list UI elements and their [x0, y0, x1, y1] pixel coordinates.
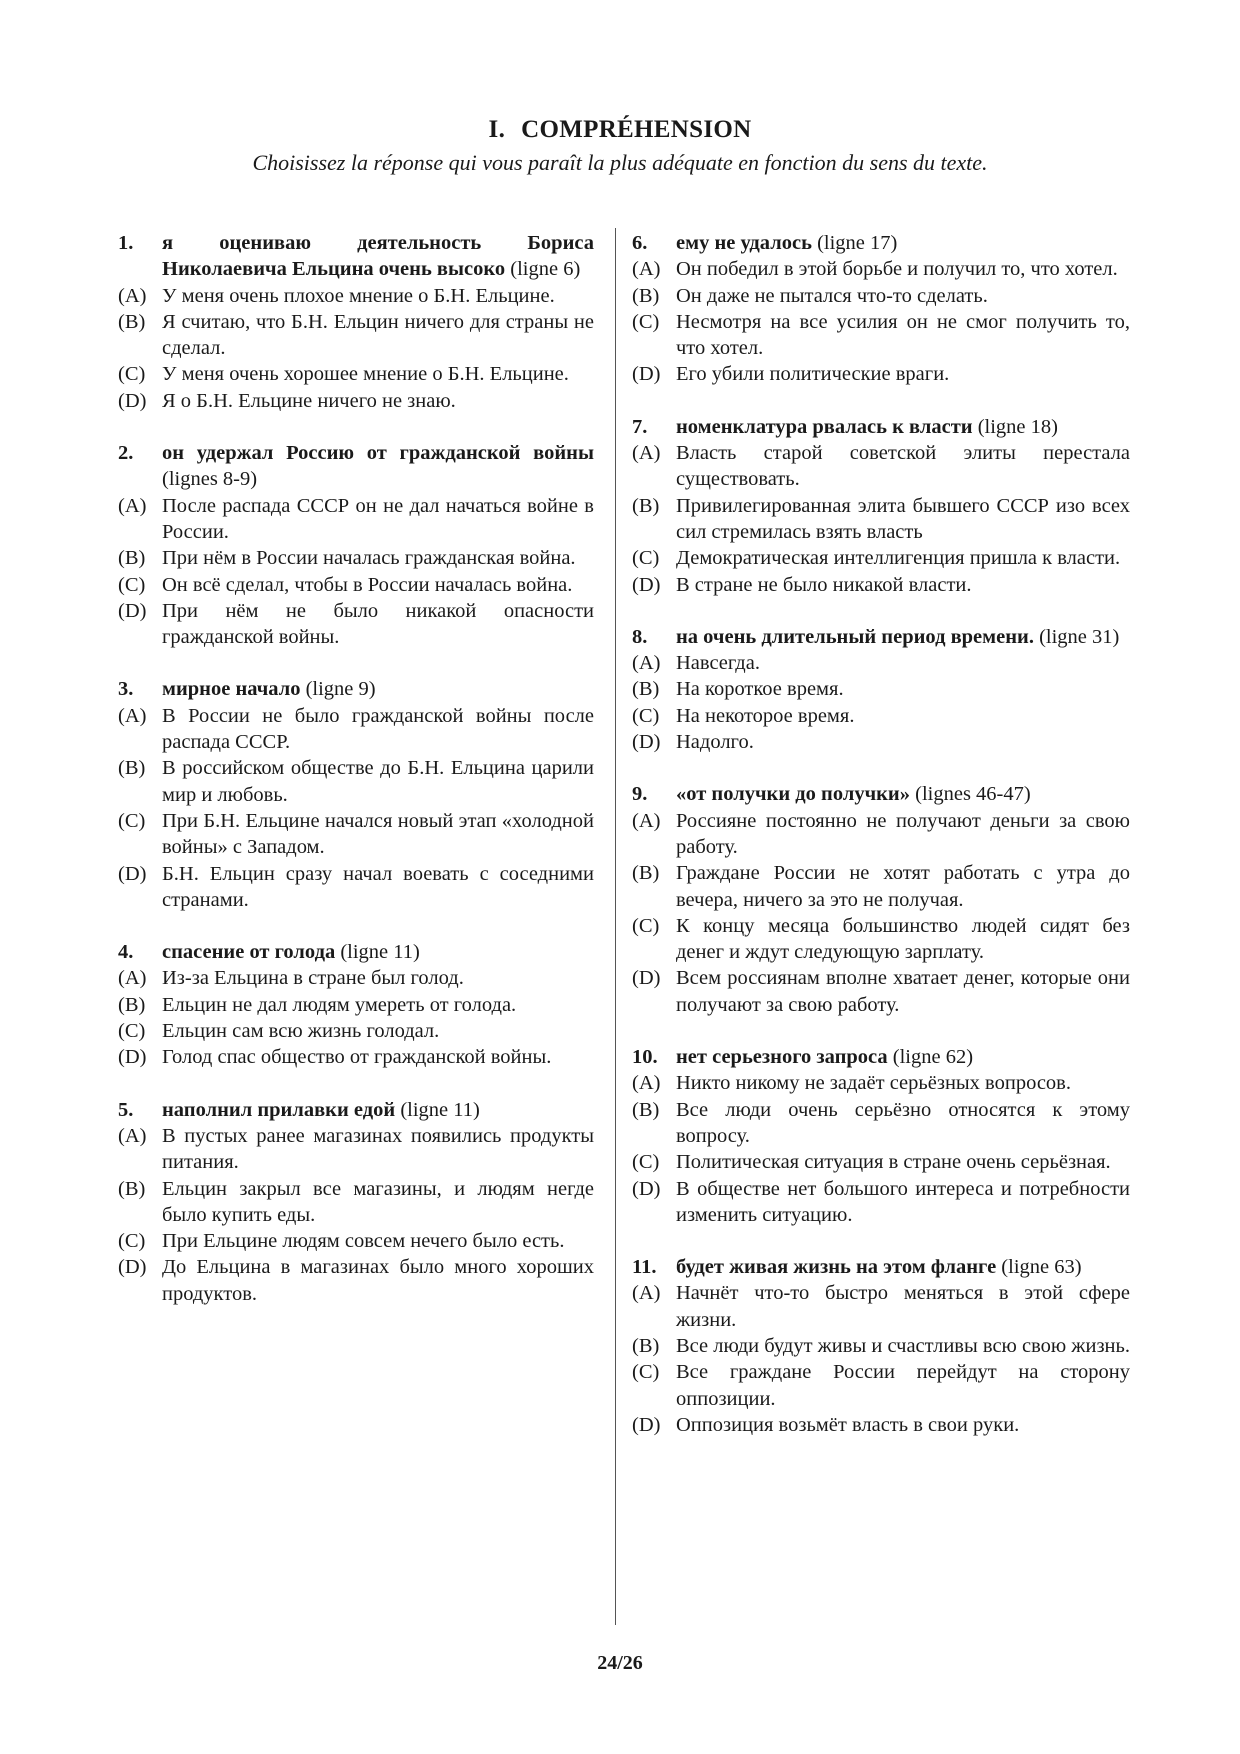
option-text: Голод спас общество от гражданской войны. — [162, 1046, 552, 1069]
option-letter: (A) — [118, 1124, 147, 1147]
option-text: Я о Б.Н. Ельцине ничего не знаю. — [162, 389, 456, 412]
section-header — [0, 116, 1240, 176]
answer-option — [632, 256, 1130, 282]
answer-option — [118, 598, 594, 651]
answer-option — [632, 1176, 1130, 1229]
answer-option — [632, 1070, 1130, 1096]
answer-option — [118, 572, 594, 598]
option-letter: (C) — [632, 547, 660, 570]
question-number: 5. — [118, 1098, 134, 1121]
question-stem — [632, 1044, 1130, 1070]
option-letter: (B) — [118, 993, 146, 1016]
question-phrase: будет живая жизнь на этом фланге — [676, 1256, 997, 1279]
option-letter: (C) — [632, 704, 660, 727]
option-text: Ельцин не дал людям умереть от голода. — [162, 993, 517, 1016]
line-reference: (ligne 6) — [510, 258, 581, 281]
line-reference: (ligne 11) — [340, 941, 420, 964]
option-text: Я считаю, что Б.Н. Ельцин ничего для страны не сделал. — [162, 310, 594, 360]
answer-option — [118, 1228, 594, 1254]
option-letter: (A) — [632, 1282, 661, 1305]
left-column — [118, 230, 594, 1333]
answer-option — [118, 703, 594, 756]
option-text: Оппозиция возьмёт власть в свои руки. — [676, 1413, 1020, 1436]
question-phrase: наполнил прилавки едой — [162, 1098, 396, 1121]
option-text: При Б.Н. Ельцине начался новый этап «холодной войны» с Западом. — [162, 809, 594, 859]
line-reference: (ligne 31) — [1039, 625, 1120, 648]
question-stem — [118, 1097, 594, 1123]
instruction-text: Choisissez la réponse qui vous paraît la plus adéquate en fonction du sens du texte. — [252, 150, 988, 175]
option-text: Несмотря на все усилия он не смог получить то, что хотел. — [676, 310, 1130, 360]
answer-option — [632, 1412, 1130, 1438]
option-text: Его убили политические враги. — [676, 363, 950, 386]
question-stem — [118, 440, 594, 493]
option-text: Навсегда. — [676, 652, 760, 675]
answer-option — [118, 545, 594, 571]
answer-option — [632, 965, 1130, 1018]
answer-option — [632, 440, 1130, 493]
line-reference: (ligne 63) — [1001, 1256, 1082, 1279]
answer-option — [118, 755, 594, 808]
question-1 — [118, 230, 594, 414]
answer-option — [632, 808, 1130, 861]
option-letter: (A) — [632, 652, 661, 675]
option-letter: (A) — [118, 284, 147, 307]
option-letter: (D) — [118, 1256, 147, 1279]
option-text: Из-за Ельцина в стране был голод. — [162, 967, 464, 990]
option-letter: (B) — [632, 284, 660, 307]
answer-option — [632, 493, 1130, 546]
option-text: Все граждане России перейдут на сторону оппозиции. — [676, 1361, 1130, 1410]
option-text: При Ельцине людям совсем нечего было есть. — [162, 1230, 565, 1253]
option-letter: (D) — [118, 862, 147, 885]
question-stem — [632, 230, 1130, 256]
right-column — [632, 230, 1130, 1464]
section-title-text: COMPRÉHENSION — [521, 116, 752, 143]
line-reference: (lignes 8-9) — [162, 468, 258, 491]
option-text: Он победил в этой борьбе и получил то, что хотел. — [676, 258, 1118, 281]
question-phrase: нет серьезного запроса — [676, 1046, 888, 1069]
option-letter: (A) — [632, 1072, 661, 1095]
question-number: 10. — [632, 1046, 658, 1069]
question-stem — [632, 1254, 1130, 1280]
option-letter: (B) — [118, 547, 146, 570]
option-text: Он даже не пытался что-то сделать. — [676, 284, 988, 307]
option-text: Граждане России не хотят работать с утра до вечера, ничего за это не получая. — [676, 862, 1130, 911]
question-stem — [632, 624, 1130, 650]
option-text: Россияне постоянно не получают деньги за свою работу. — [676, 809, 1130, 858]
option-letter: (A) — [632, 258, 661, 281]
question-phrase: мирное начало — [162, 678, 301, 701]
option-letter: (D) — [632, 363, 661, 386]
option-letter: (C) — [118, 363, 146, 386]
question-phrase: «от получки до получки» — [676, 783, 910, 806]
question-9 — [632, 781, 1130, 1018]
question-number: 6. — [632, 232, 648, 254]
option-text: При нём в России началась гражданская война. — [162, 547, 576, 570]
option-text: У меня очень хорошее мнение о Б.Н. Ельцине. — [162, 363, 569, 386]
answer-option — [118, 1018, 594, 1044]
option-text: На короткое время. — [676, 678, 844, 701]
answer-option — [632, 545, 1130, 571]
answer-option — [118, 808, 594, 861]
question-number: 4. — [118, 941, 134, 964]
section-title — [0, 116, 1240, 144]
answer-option — [632, 676, 1130, 702]
option-text: На некоторое время. — [676, 704, 855, 727]
option-letter: (C) — [632, 1151, 660, 1174]
option-letter: (A) — [118, 704, 147, 727]
answer-option — [118, 1123, 594, 1176]
option-letter: (A) — [118, 494, 147, 517]
option-text: У меня очень плохое мнение о Б.Н. Ельцине. — [162, 284, 555, 307]
option-text: Надолго. — [676, 731, 754, 754]
option-letter: (B) — [632, 678, 660, 701]
option-text: Демократическая интеллигенция пришла к власти. — [676, 547, 1121, 570]
option-text: После распада СССР он не дал начаться войне в России. — [162, 494, 594, 543]
option-text: Начнёт что-то быстро меняться в этой сфере жизни. — [676, 1282, 1130, 1331]
answer-option — [118, 388, 594, 414]
answer-option — [632, 1333, 1130, 1359]
question-number: 11. — [632, 1256, 657, 1279]
question-stem — [118, 676, 594, 702]
option-letter: (A) — [118, 967, 147, 990]
section-number: I. — [488, 116, 506, 143]
option-letter: (B) — [632, 494, 660, 517]
line-reference: (lignes 46-47) — [915, 783, 1031, 806]
answer-option — [118, 1044, 594, 1070]
answer-option — [632, 650, 1130, 676]
option-letter: (C) — [118, 573, 146, 596]
question-4 — [118, 939, 594, 1070]
option-letter: (C) — [632, 914, 660, 937]
option-letter: (D) — [118, 599, 147, 622]
answer-option — [118, 861, 594, 914]
option-letter: (D) — [632, 1413, 661, 1436]
option-letter: (D) — [118, 1046, 147, 1069]
answer-option — [632, 1097, 1130, 1150]
option-letter: (C) — [118, 1020, 146, 1043]
option-text: Всем россиянам вполне хватает денег, которые они получают за свою работу. — [676, 967, 1130, 1016]
question-7 — [632, 414, 1130, 598]
option-text: В обществе нет большого интереса и потребности изменить ситуацию. — [676, 1177, 1130, 1226]
option-text: До Ельцина в магазинах было много хороших продуктов. — [162, 1256, 594, 1305]
question-6 — [632, 230, 1130, 388]
option-text: Никто никому не задаёт серьёзных вопросов. — [676, 1072, 1071, 1095]
question-10 — [632, 1044, 1130, 1228]
option-letter: (A) — [632, 809, 661, 832]
question-number: 7. — [632, 415, 648, 438]
line-reference: (ligne 11) — [400, 1098, 480, 1121]
option-letter: (B) — [632, 1334, 660, 1357]
option-letter: (B) — [632, 862, 660, 885]
option-text: Все люди очень серьёзно относятся к этому вопросу. — [676, 1098, 1130, 1147]
option-letter: (C) — [632, 310, 660, 333]
question-stem — [118, 230, 594, 283]
option-letter: (D) — [118, 389, 147, 412]
question-stem — [118, 939, 594, 965]
question-stem — [632, 414, 1130, 440]
answer-option — [118, 1176, 594, 1229]
option-letter: (D) — [632, 1177, 661, 1200]
answer-option — [118, 965, 594, 991]
option-text: Политическая ситуация в стране очень серьёзная. — [676, 1151, 1111, 1174]
option-text: В России не было гражданской войны после распада СССР. — [162, 704, 594, 754]
option-letter: (B) — [118, 1177, 146, 1200]
question-phrase: спасение от голода — [162, 941, 336, 964]
line-reference: (ligne 18) — [977, 415, 1058, 438]
option-letter: (D) — [632, 573, 661, 596]
question-phrase: я оцениваю деятельность Бориса Николаевича Ельцина очень высоко — [162, 232, 594, 281]
option-letter: (D) — [632, 967, 661, 990]
option-letter: (C) — [632, 1361, 660, 1384]
page-number: 24/26 — [597, 1652, 643, 1674]
question-11 — [632, 1254, 1130, 1438]
answer-option — [632, 572, 1130, 598]
answer-option — [632, 361, 1130, 387]
line-reference: (ligne 17) — [817, 232, 898, 254]
question-2 — [118, 440, 594, 650]
option-letter: (B) — [118, 310, 146, 333]
answer-option — [632, 1359, 1130, 1412]
column-divider — [615, 228, 616, 1625]
answer-option — [632, 1149, 1130, 1175]
option-letter: (C) — [118, 1230, 146, 1253]
answer-option — [118, 493, 594, 546]
option-text: В российском обществе до Б.Н. Ельцина царили мир и любовь. — [162, 757, 594, 806]
option-text: В стране не было никакой власти. — [676, 573, 972, 596]
option-letter: (C) — [118, 809, 146, 832]
answer-option — [632, 860, 1130, 913]
option-text: К концу месяца большинство людей сидят без денег и ждут следующую зарплату. — [676, 914, 1130, 964]
answer-option — [632, 703, 1130, 729]
question-phrase: на очень длительный период времени. — [676, 625, 1034, 648]
answer-option — [118, 992, 594, 1018]
answer-option — [118, 283, 594, 309]
option-text: При нём не было никакой опасности гражданской войны. — [162, 599, 594, 649]
answer-option — [632, 729, 1130, 755]
line-reference: (ligne 62) — [892, 1046, 974, 1069]
question-5 — [118, 1097, 594, 1307]
option-text: Он всё сделал, чтобы в России началась война. — [162, 573, 573, 596]
question-phrase: он удержал Россию от гражданской войны — [162, 442, 594, 465]
option-letter: (A) — [632, 442, 661, 465]
option-text: Ельцин закрыл все магазины, и людям негде было купить еды. — [162, 1177, 594, 1226]
question-number: 8. — [632, 625, 648, 648]
question-stem — [632, 781, 1130, 807]
option-text: Все люди будут живы и счастливы всю свою жизнь. — [676, 1334, 1130, 1357]
option-text: Б.Н. Ельцин сразу начал воевать с соседними странами. — [162, 862, 594, 911]
question-3 — [118, 676, 594, 913]
question-phrase: ему не удалось — [676, 232, 812, 254]
question-8 — [632, 624, 1130, 755]
question-number: 2. — [118, 442, 134, 465]
question-number: 3. — [118, 678, 134, 701]
option-letter: (B) — [632, 1098, 660, 1121]
line-reference: (ligne 9) — [305, 678, 376, 701]
answer-option — [632, 1280, 1130, 1333]
answer-option — [118, 361, 594, 387]
answer-option — [632, 309, 1130, 362]
question-number: 9. — [632, 783, 648, 806]
answer-option — [632, 283, 1130, 309]
answer-option — [632, 913, 1130, 966]
option-text: Ельцин сам всю жизнь голодал. — [162, 1020, 440, 1043]
option-letter: (D) — [632, 731, 661, 754]
option-letter: (B) — [118, 757, 146, 780]
question-number: 1. — [118, 232, 134, 254]
question-phrase: номенклатура рвалась к власти — [676, 415, 973, 438]
option-text: Привилегированная элита бывшего СССР изо всех сил стремилась взять власть — [676, 494, 1130, 543]
option-text: Власть старой советской элиты перестала существовать. — [676, 442, 1130, 491]
answer-option — [118, 1254, 594, 1307]
answer-option — [118, 309, 594, 362]
option-text: В пустых ранее магазинах появились продукты питания. — [162, 1124, 594, 1174]
